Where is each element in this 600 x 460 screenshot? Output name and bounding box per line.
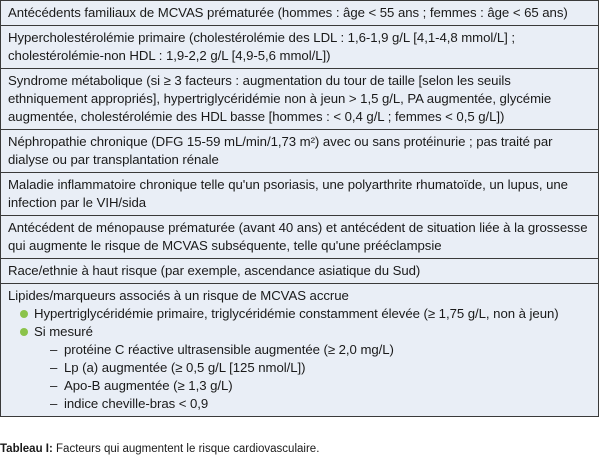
dash-icon: –	[50, 378, 58, 393]
table-row	[1, 26, 599, 69]
sub-item-text: Lp (a) augmentée (≥ 0,5 g/L [125 nmol/L])	[64, 360, 306, 375]
bullet-text: Si mesuré	[34, 324, 93, 339]
lipids-cell	[1, 284, 599, 417]
measured-sublist	[8, 341, 591, 413]
sub-item-text: Apo-B augmentée (≥ 1,3 g/L)	[64, 378, 233, 393]
caption-label: Tableau I:	[0, 443, 53, 455]
table-row	[1, 259, 599, 284]
table-row	[1, 216, 599, 259]
table-row	[1, 284, 599, 417]
table-caption	[0, 442, 319, 456]
table-cell: Race/ethnie à haut risque (par exemple, ascendance asiatique du Sud)	[1, 259, 599, 284]
caption-text: Facteurs qui augmentent le risque cardiovasculaire.	[52, 443, 320, 455]
table-cell: Hypercholestérolémie primaire (cholestérolémie des LDL : 1,6-1,9 g/L [4,1-4,8 mmol/L] ; cholestérolémie-non HDL : 1,9-2,2 g/L [4,9-5,6 mmol/L])	[1, 26, 599, 69]
sub-item-text: protéine C réactive ultrasensible augmentée (≥ 2,0 mg/L)	[64, 342, 394, 357]
table-cell: Maladie inflammatoire chronique telle qu'un psoriasis, une polyarthrite rhumatoïde, un lupus, une infection par le VIH/sida	[1, 173, 599, 216]
sub-item-text: indice cheville-bras < 0,9	[64, 396, 209, 411]
bullet-text: Hypertriglycéridémie primaire, triglycéridémie constamment élevée (≥ 1,75 g/L, non à jeun)	[34, 306, 559, 321]
table-cell: Antécédents familiaux de MCVAS prématurée (hommes : âge < 55 ans ; femmes : âge < 65 ans)	[1, 1, 599, 26]
list-item	[8, 305, 591, 323]
list-item	[8, 323, 591, 341]
table-cell: Syndrome métabolique (si ≥ 3 facteurs : augmentation du tour de taille [selon les seuils ethniquement appropriés], hypertriglycéridémie non à jeun > 1,5 g/L, PA augmentée, glycémie augmentée, cholestérolémie des HDL basse [hommes : < 0,4 g/L ; femmes < 0,5 g/L])	[1, 69, 599, 130]
dash-icon: –	[50, 342, 58, 357]
list-item	[8, 341, 591, 359]
bullet-icon	[20, 328, 28, 336]
table-row	[1, 130, 599, 173]
dash-icon: –	[50, 396, 58, 411]
table-row	[1, 69, 599, 130]
dash-icon: –	[50, 360, 58, 375]
lipids-bullet-list	[8, 305, 591, 341]
list-item	[8, 395, 591, 413]
table-cell: Antécédent de ménopause prématurée (avant 40 ans) et antécédent de situation liée à la grossesse qui augmente le risque de MCVAS subséquente, telle qu'une prééclampsie	[1, 216, 599, 259]
table-row	[1, 1, 599, 26]
list-item	[8, 377, 591, 395]
table-cell: Néphropathie chronique (DFG 15-59 mL/min/1,73 m²) avec ou sans protéinurie ; pas traité par dialyse ou par transplantation rénale	[1, 130, 599, 173]
lipids-heading: Lipides/marqueurs associés à un risque de MCVAS accrue	[8, 288, 349, 303]
table-row	[1, 173, 599, 216]
list-item	[8, 359, 591, 377]
bullet-icon	[20, 310, 28, 318]
